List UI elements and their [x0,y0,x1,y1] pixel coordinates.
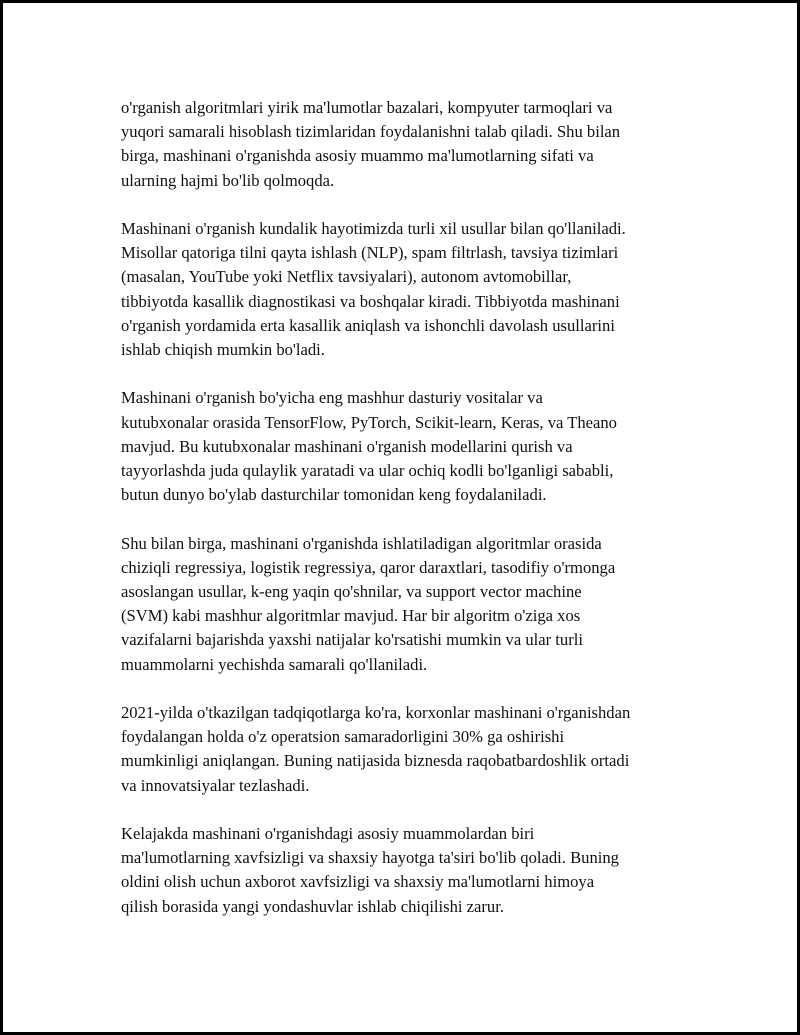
text-line: oldini olish uchun axborot xavfsizligi va shaxsiy ma'lumotlarni himoya [121,872,595,892]
text-line: o'rganish algoritmlari yirik ma'lumotlar bazalari, kompyuter tarmoqlari va [121,98,613,117]
text-line: chiziqli regressiya, logistik regressiya, qaror daraxtlari, tasodifiy o'rmonga [121,557,616,577]
text-line: butun dunyo bo'ylab dasturchilar tomonidan keng foydalaniladi. [121,485,547,505]
paragraph-3 [121,386,691,507]
text-line: birga, mashinani o'rganishda asosiy muammo ma'lumotlarning sifati va [121,146,594,166]
text-line: tibbiyotda kasallik diagnostikasi va boshqalar kiradi. Tibbiyotda mashinani [121,291,620,311]
text-line: yuqori samarali hisoblash tizimlaridan foydalanishni talab qiladi. Shu bilan [121,122,621,142]
paragraph-6 [121,822,691,919]
text-line: va innovatsiyalar tezlashadi. [121,775,310,795]
text-line: mavjud. Bu kutubxonalar mashinani o'rganish modellarini qurish va [121,436,573,456]
paragraph-4 [121,532,691,677]
text-line: (masalan, YouTube yoki Netflix tavsiyalari), autonom avtomobillar, [121,267,572,287]
text-line: kutubxonalar orasida TensorFlow, PyTorch, Scikit-learn, Keras, va Theano [121,412,617,432]
text-line: o'rganish yordamida erta kasallik aniqlash va ishonchli davolash usullarini [121,315,615,335]
text-line: vazifalarni bajarishda yaxshi natijalar ko'rsatishi mumkin va ular turli [121,630,583,650]
text-line: Mashinani o'rganish kundalik hayotimizda turli xil usullar bilan qo'llaniladi. [121,219,626,238]
text-line: Mashinani o'rganish bo'yicha eng mashhur dasturiy vositalar va [121,388,543,408]
text-line: 2021-yilda o'tkazilgan tadqiqotlarga ko'ra, korxonlar mashinani o'rganishdan [121,703,631,723]
paragraph-1 [121,96,691,193]
paragraph-5 [121,701,691,798]
text-line: foydalangan holda o'z operatsion samaradorligini 30% ga oshirishi [121,727,565,747]
text-line: Shu bilan birga, mashinani o'rganishda ishlatiladigan algoritmlar orasida [121,533,602,553]
text-line: mumkinligi aniqlangan. Buning natijasida biznesda raqobatbardoshlik ortadi [121,751,630,771]
document-body [121,96,691,919]
text-line: qilish borasida yangi yondashuvlar ishlab chiqilishi zarur. [121,896,504,916]
text-line: asoslangan usullar, k-eng yaqin qo'shnilar, va support vector machine [121,582,582,602]
text-line: ularning hajmi bo'lib qolmoqda. [121,170,335,190]
text-line: ishlab chiqish mumkin bo'ladi. [121,340,325,360]
text-line: ma'lumotlarning xavfsizligi va shaxsiy hayotga ta'siri bo'lib qoladi. Buning [121,848,619,868]
text-line: Misollar qatoriga tilni qayta ishlash (NLP), spam filtrlash, tavsiya tizimlari [121,243,619,263]
text-line: muammolarni yechishda samarali qo'llaniladi. [121,654,428,674]
text-line: (SVM) kabi mashhur algoritmlar mavjud. Har bir algoritm o'ziga xos [121,606,581,626]
text-line: tayyorlashda juda qulaylik yaratadi va ular ochiq kodli bo'lganligi sababli, [121,461,614,481]
text-line: Kelajakda mashinani o'rganishdagi asosiy muammolardan biri [121,824,535,844]
paragraph-2 [121,217,691,362]
